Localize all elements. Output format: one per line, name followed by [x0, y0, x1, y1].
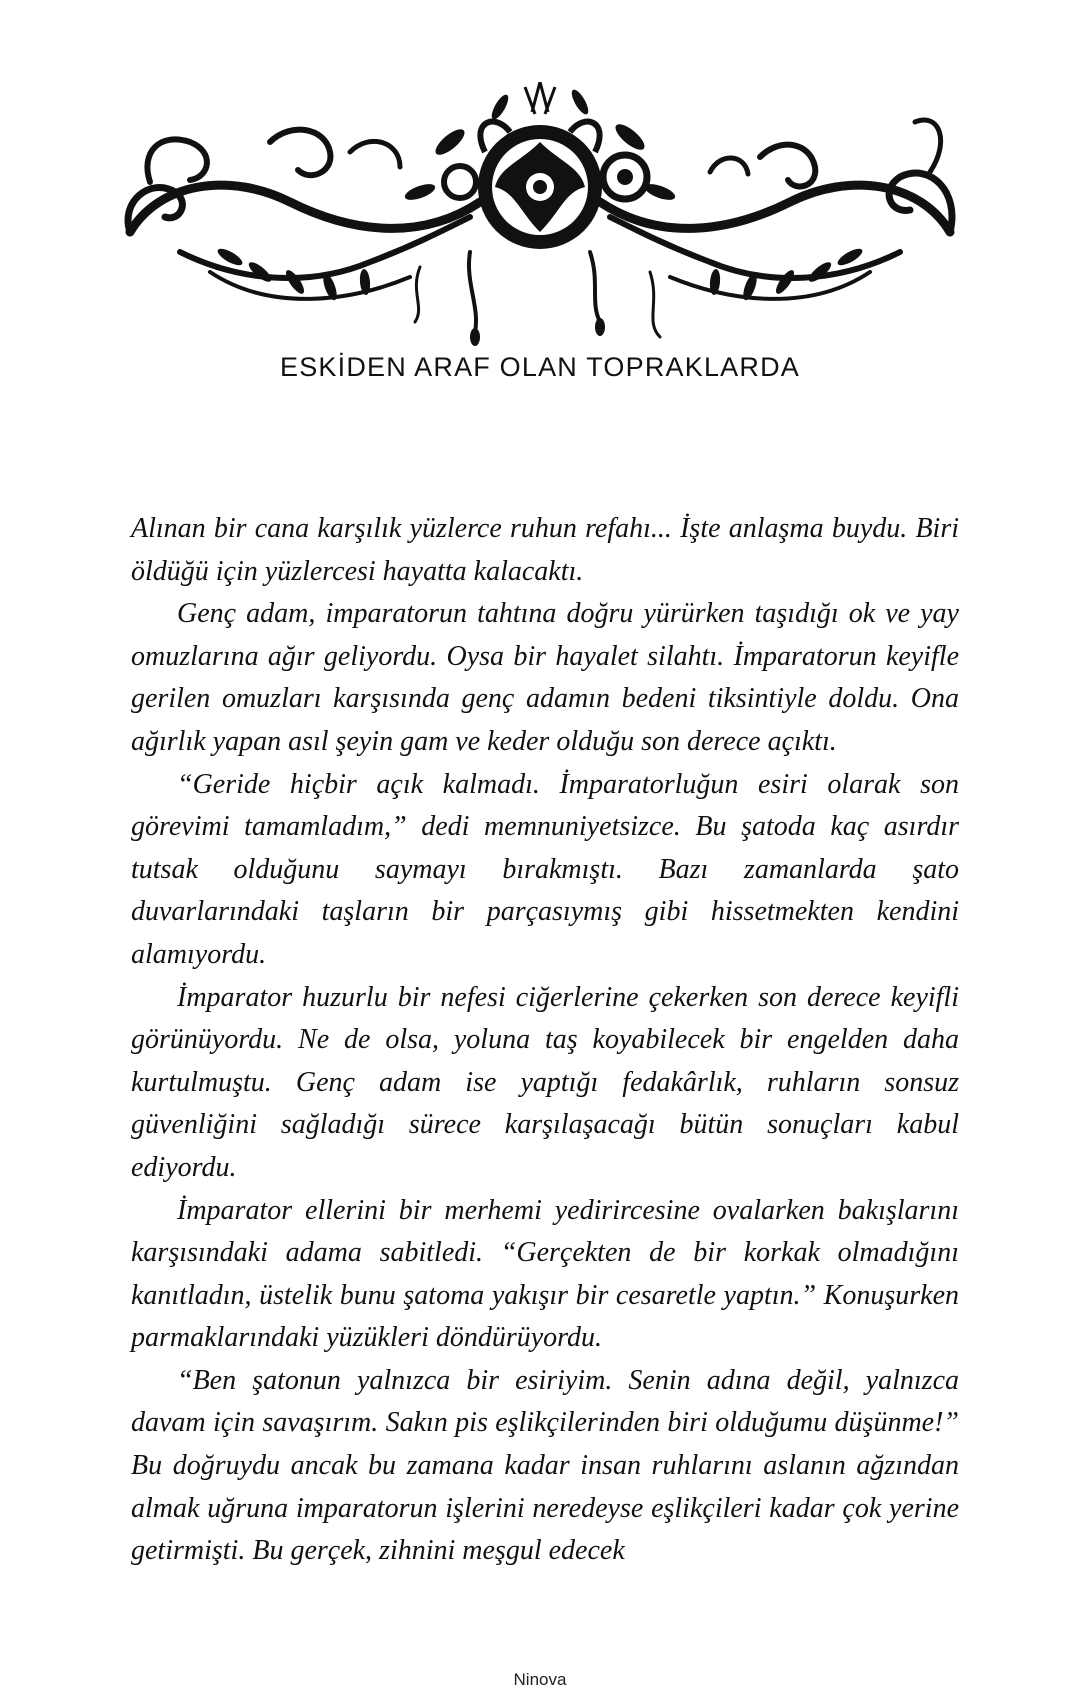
paragraph: İmparator huzurlu bir nefesi ciğerlerine çekerken son derece keyifli görünüyordu. Ne de olsa, yoluna taş koyabilecek bir engelden daha kurtulmuştu. Genç adam ise yaptığı fedakârlık, ruhların sonsuz güvenliğini sağladığı sürece karşılaşacağı bütün sonuçları kabul ediyordu. — [131, 981, 959, 1183]
footer-watermark: Ninova — [513, 1670, 567, 1689]
chapter-title: ESKİDEN ARAF OLAN TOPRAKLARDA — [280, 352, 800, 382]
paragraph: Genç adam, imparatorun tahtına doğru yürürken taşıdığı ok ve yay omuzlarına ağır geliyordu. Oysa bir hayalet silahtı. İmparatorun keyifle gerilen omuzları karşısında genç adamın bedeni tiksintiyle doldu. Ona ağırlık yapan asıl şeyin gam ve keder olduğu son derece açıktı. — [131, 598, 959, 757]
paragraph: “Ben şatonun yalnızca bir esiriyim. Senin adına değil, yalnızca davam için savaşırım. Sakın pis eşlikçilerinden biri olduğumu düşünme!” Bu doğruydu ancak bu zamana kadar insan ruhlarını aslanın ağzından almak uğruna imparatorun işlerini neredeyse eşlikçileri kadar çok yerine getirmişti. Bu gerçek, zihnini meşgul edecek — [131, 1364, 959, 1567]
paragraph: Alınan bir cana karşılık yüzlerce ruhun refahı... İşte anlaşma buydu. Biri öldüğü için yüzlercesi hayatta kalacaktı. — [131, 513, 959, 587]
paragraph: İmparator ellerini bir merhemi yedirircesine ovalarken bakışlarını karşısındaki adama sabitledi. “Gerçekten de bir korkak olmadığını kanıtladın, üstelik bunu şatoma yakışır bir cesaretle yaptın.” Konuşurken parmaklarındaki yüzükleri döndürüyordu. — [131, 1194, 959, 1354]
floral-scroll-ornament-icon — [120, 82, 960, 352]
paragraph: “Geride hiçbir açık kalmadı. İmparatorluğun esiri olarak son görevimi tamamladım,” dedi memnuniyetsizce. Bu şatoda kaç asırdır tutsak olduğunu saymayı bırakmıştı. Bazı zamanlarda şato duvarlarındaki taşların bir parçasıymış gibi hissetmekten kendini alamıyordu. — [131, 768, 959, 970]
body-text — [131, 508, 959, 1573]
